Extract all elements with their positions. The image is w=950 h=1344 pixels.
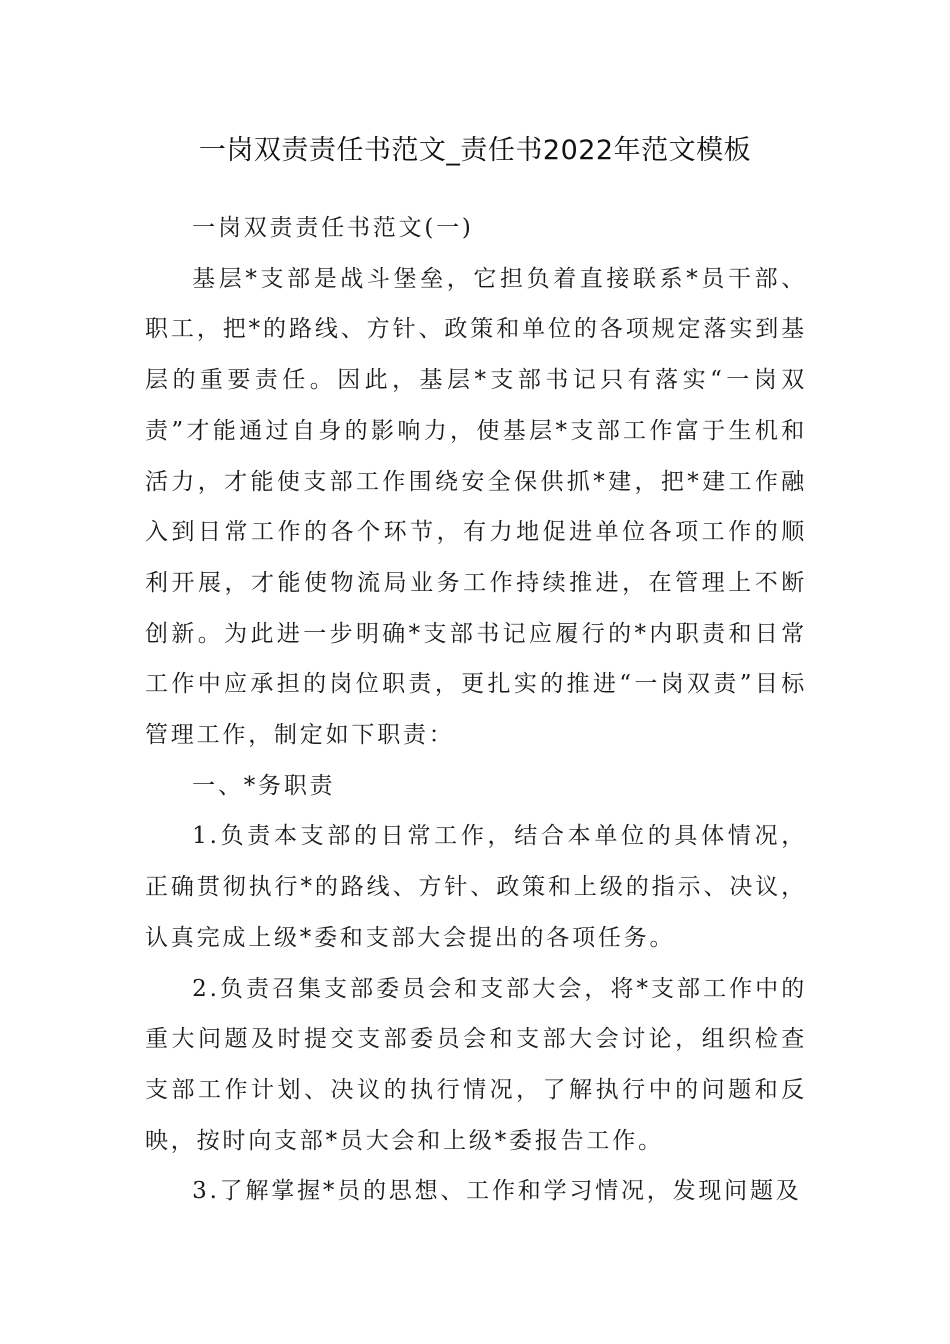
section-heading-example-one: 一岗双责责任书范文(一) <box>192 215 474 241</box>
document-body <box>145 203 807 1217</box>
intro-paragraph: 基层*支部是战斗堡垒，它担负着直接联系*员干部、职工，把*的路线、方针、政策和单位的各项规定落实到基层的重要责任。因此，基层*支部书记只有落实“一岗双责”才能通过自身的影响力，使基层*支部工作富于生机和活力，才能使支部工作围绕安全保供抓*建，把*建工作融入到日常工作的各个环节，有力地促进单位各项工作的顺利开展，才能使物流局业务工作持续推进，在管理上不断创新。为此进一步明确*支部书记应履行的*内职责和日常工作中应承担的岗位职责，更扎实的推进“一岗双责”目标管理工作，制定如下职责： <box>145 265 807 749</box>
duty-item-2: 2.负责召集支部委员会和支部大会，将*支部工作中的重大问题及时提交支部委员会和支部大会讨论，组织检查支部工作计划、决议的执行情况，了解执行中的问题和反映，按时向支部*员大会和上级*委报告工作。 <box>145 975 807 1154</box>
duty-item-3: 3.了解掌握*员的思想、工作和学习情况，发现问题及 <box>192 1178 802 1205</box>
section-heading-party-duties: 一、*务职责 <box>192 772 336 799</box>
document-title: 一岗双责责任书范文_责任书2022年范文模板 <box>198 135 752 166</box>
duty-item-1: 1.负责本支部的日常工作，结合本单位的具体情况，正确贯彻执行*的路线、方针、政策和上级的指示、决议，认真完成上级*委和支部大会提出的各项任务。 <box>145 823 807 951</box>
